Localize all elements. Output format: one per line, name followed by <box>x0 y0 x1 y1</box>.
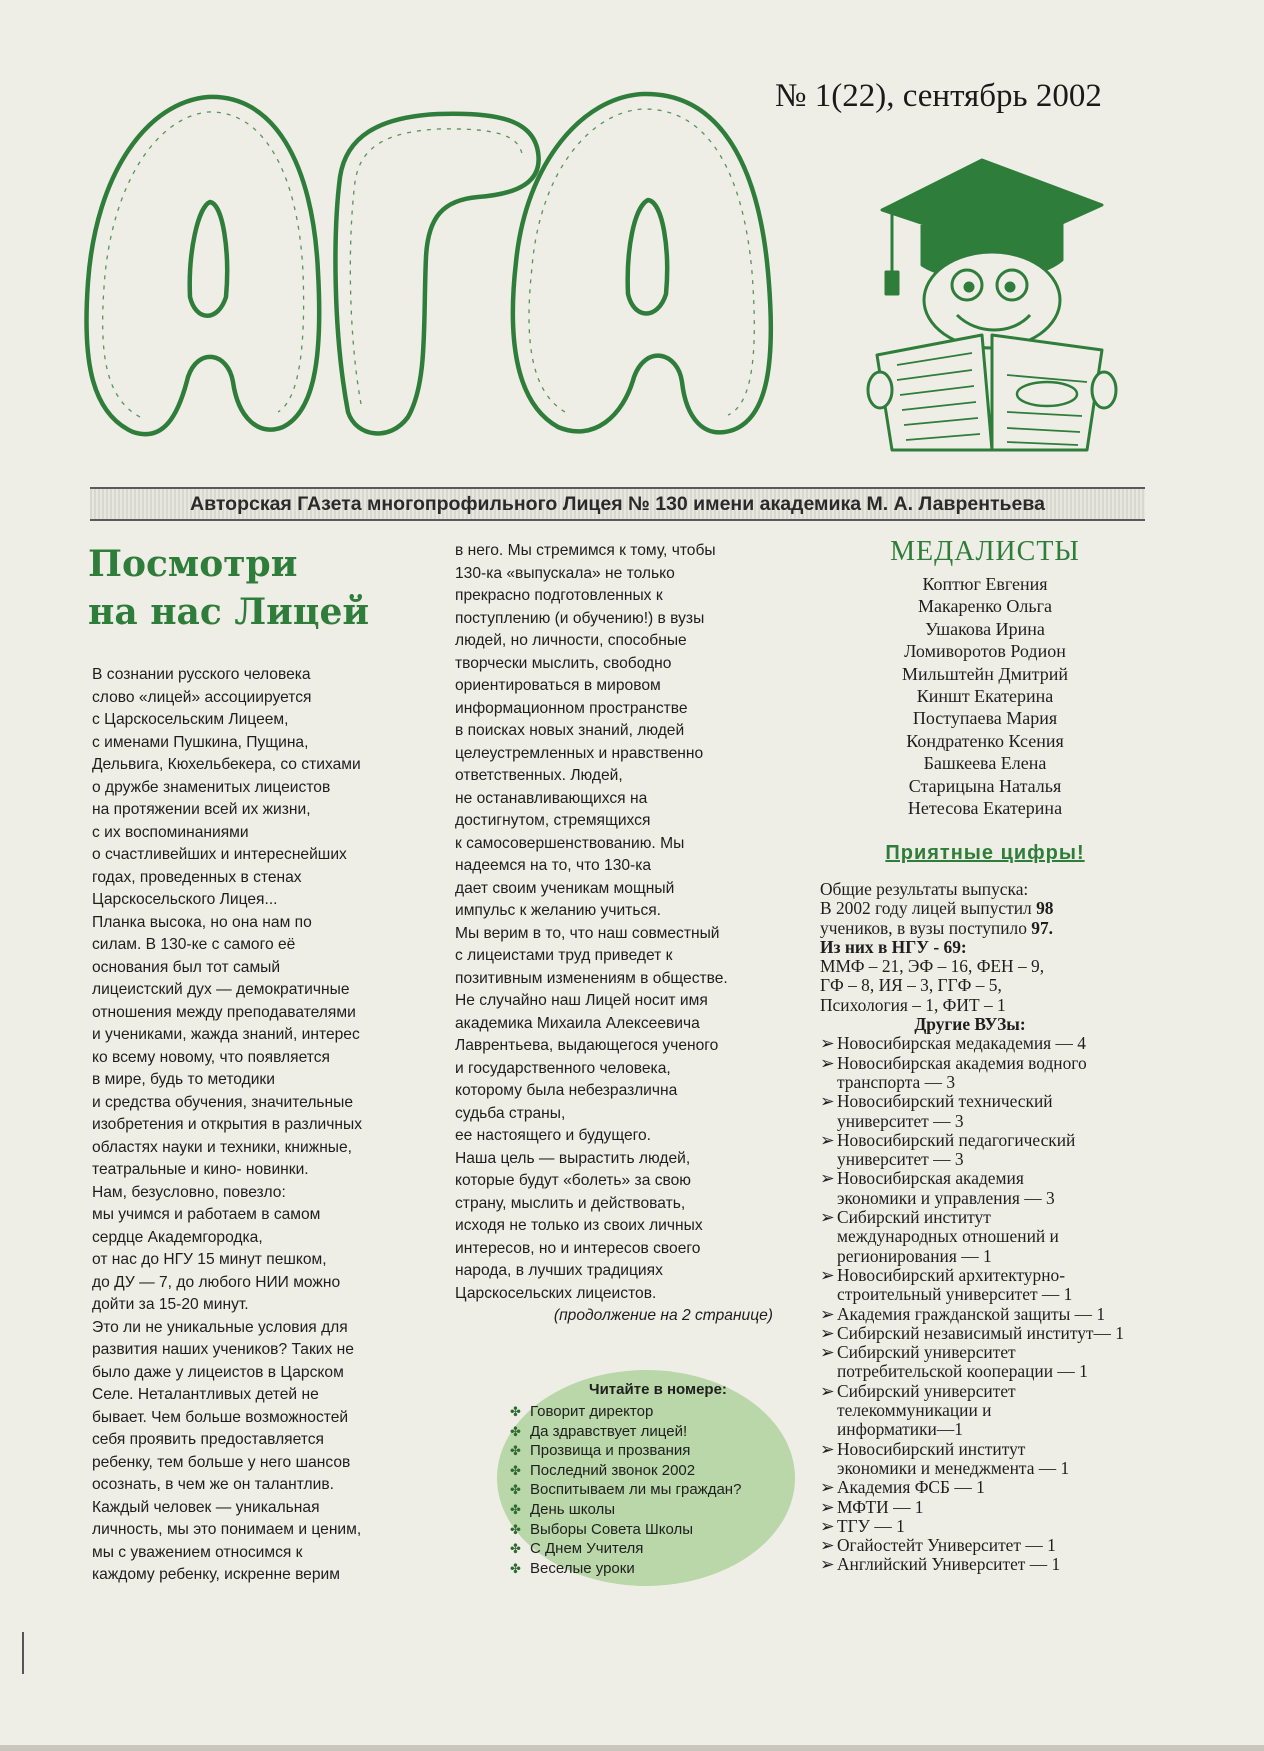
article-line: годах, проведенных в стенах <box>92 868 302 886</box>
article-line: о дружбе знаменитых лицеистов <box>92 778 331 796</box>
article-line: изобретения и открытия в различных <box>92 1116 363 1133</box>
university-item <box>820 1517 1160 1536</box>
scan-mark <box>22 1632 24 1674</box>
university-name: Сибирский университет <box>837 1342 1016 1363</box>
article-line: творчески мыслить, свободно <box>455 654 672 672</box>
university-item <box>820 1478 1160 1497</box>
university-name-cont: транспорта — 3 <box>837 1071 956 1092</box>
university-name-cont: регионирования — 1 <box>837 1245 992 1266</box>
article-line: каждому ребенку, искренне верим <box>92 1566 340 1583</box>
university-name-cont: университет — 3 <box>837 1110 964 1131</box>
article-line: до ДУ — 7, до любого НИИ можно <box>92 1273 341 1291</box>
university-item <box>820 1382 1160 1401</box>
university-name-cont: университет — 3 <box>837 1149 964 1170</box>
arrow-icon: ➢ <box>820 1438 835 1459</box>
article-line: В сознании русского человека <box>92 666 311 683</box>
medalist-name: Киншт Екатерина <box>916 686 1054 707</box>
article-line: развития наших учеников? Таких не <box>92 1341 354 1358</box>
arrow-icon: ➢ <box>820 1303 835 1324</box>
article-line: Царскосельского Лицея... <box>92 891 278 908</box>
university-name-cont: строительный университет — 1 <box>837 1284 1073 1305</box>
article-line: отношения между преподавателями <box>92 1003 356 1021</box>
university-item <box>820 1034 1160 1053</box>
article-line: Каждый человек — уникальная <box>92 1498 320 1516</box>
article-line: с Царскосельским Лицеем, <box>92 711 289 728</box>
article-line: осознать, в чем же он талантлив. <box>92 1476 334 1493</box>
in-issue-item-label: Веселые уроки <box>530 1559 635 1577</box>
article-line: театральные и кино- новинки. <box>92 1161 309 1178</box>
university-name: Новосибирская медакадемия — 4 <box>837 1033 1086 1054</box>
stats-intro-text: В 2002 году лицей выпустил <box>820 898 1037 919</box>
in-issue-item-label: Да здравствует лицей! <box>530 1422 688 1440</box>
article-line: интересов, но и интересов своего <box>455 1239 701 1257</box>
medalist-name: Ушакова Ирина <box>925 618 1045 639</box>
article-line: мы учимся и работаем в самом <box>92 1206 321 1223</box>
article-line: в поисках новых знаний, людей <box>455 722 685 739</box>
in-issue-item-label: Говорит директор <box>530 1403 654 1420</box>
university-name: Новосибирская академия водного <box>837 1052 1087 1073</box>
medalist-name: Ломиворотов Родион <box>904 641 1066 662</box>
article-line: людей, но личности, способные <box>455 632 687 649</box>
arrow-icon: ➢ <box>820 1052 835 1073</box>
university-item <box>820 1266 1160 1285</box>
article-line: прекрасно подготовленных к <box>455 587 663 604</box>
medalists-title: МЕДАЛИСТЫ <box>890 536 1080 567</box>
university-name: Сибирский независимый институт— 1 <box>837 1322 1124 1343</box>
article-line: дает своим ученикам мощный <box>455 879 675 897</box>
article-line: народа, в лучших традициях <box>455 1262 663 1279</box>
article-line: себя проявить предоставляется <box>92 1431 324 1448</box>
article-line: которому была небезразлична <box>455 1082 678 1099</box>
in-issue-item <box>510 1461 800 1481</box>
article-line: достигнутом, стремящихся <box>455 812 651 829</box>
article-line: 130-ка «выпускала» не только <box>455 564 675 582</box>
university-item <box>820 1536 1160 1555</box>
article-line: надеемся на то, что 130-ка <box>455 857 652 874</box>
article-line: Нам, безусловно, повезло: <box>92 1183 286 1201</box>
article-line: с их воспоминаниями <box>92 823 249 841</box>
article-line: и средства обучения, значительные <box>92 1093 354 1111</box>
article-line: которые будут «болеть» за свою <box>455 1172 691 1189</box>
university-name: Новосибирский педагогический <box>837 1129 1076 1150</box>
medalist-name: Кондратенко Ксения <box>906 730 1064 751</box>
arrow-icon: ➢ <box>820 1264 835 1285</box>
university-item <box>820 1555 1160 1574</box>
university-name: Новосибирская академия <box>837 1168 1024 1189</box>
article-line: Царскосельских лицеистов. <box>455 1284 657 1302</box>
article-line: областях науки и техники, книжные, <box>92 1138 353 1156</box>
article-headline <box>88 540 428 636</box>
university-item <box>820 1343 1160 1362</box>
in-issue-title: Читайте в номере: <box>589 1381 727 1398</box>
continued-note: (продолжение на 2 странице) <box>553 1307 773 1324</box>
ngu-title: Из них в НГУ - 69: <box>820 936 967 957</box>
university-name: Новосибирский институт <box>837 1438 1026 1459</box>
medalist-name: Мильштейн Дмитрий <box>902 663 1068 684</box>
issue-number: № 1(22), сентябрь 2002 <box>775 78 1102 114</box>
article-column-2 <box>455 540 785 1328</box>
subtitle-text: Авторская ГАзета многопрофильного Лицея № 130 имени академика М. А. Лаврентьева <box>190 492 1045 515</box>
article-line: Наша цель — вырастить людей, <box>455 1149 691 1167</box>
bullet-icon: ✤ <box>510 1423 521 1439</box>
arrow-icon: ➢ <box>820 1091 835 1112</box>
in-issue-item <box>510 1539 800 1559</box>
ngu-line: ММФ – 21, ЭФ – 16, ФЕН – 9, <box>820 956 1045 977</box>
article-line: на протяжении всей их жизни, <box>92 801 311 818</box>
stats-intro-text: Общие результаты выпуска: <box>820 879 1029 899</box>
arrow-icon: ➢ <box>820 1342 835 1363</box>
university-name: Сибирский университет <box>837 1380 1016 1401</box>
university-item <box>820 1054 1160 1073</box>
arrow-icon: ➢ <box>820 1168 835 1189</box>
bullet-icon: ✤ <box>510 1443 521 1459</box>
arrow-icon: ➢ <box>820 1535 835 1556</box>
article-line: основания был тот самый <box>92 958 281 976</box>
medalist-name: Макаренко Ольга <box>918 596 1052 617</box>
arrow-icon: ➢ <box>820 1207 835 1228</box>
stats-intro-line <box>820 880 1160 899</box>
stats-title: Приятные цифры! <box>885 842 1085 864</box>
in-issue-item <box>510 1441 800 1461</box>
medalist-name: Башкеева Елена <box>923 753 1047 774</box>
bullet-icon: ✤ <box>510 1482 521 1498</box>
article-line: и государственного человека, <box>455 1059 671 1077</box>
article-line: с лицеистами труд приведет к <box>455 947 673 964</box>
article-line: Лаврентьева, выдающегося ученого <box>455 1037 719 1054</box>
university-name: ТГУ — 1 <box>837 1515 905 1536</box>
article-line: Селе. Неталантливых детей не <box>92 1386 319 1403</box>
university-name: Академия ФСБ — 1 <box>837 1477 985 1498</box>
article-line: ориентироваться в мировом <box>455 677 661 694</box>
article-line: ребенку, тем больше у него шансов <box>92 1453 351 1471</box>
article-line: позитивным изменениям в обществе. <box>455 969 728 987</box>
medalist-name: Поступаева Мария <box>912 708 1058 729</box>
university-item <box>820 1208 1160 1227</box>
article-line: исходя не только из своих личных <box>455 1217 703 1234</box>
university-name-cont: экономики и управления — 3 <box>837 1187 1055 1208</box>
article-line: Мы верим в то, что наш совместный <box>455 924 720 942</box>
article-line: импульс к желанию учиться. <box>455 902 662 919</box>
bullet-icon: ✤ <box>510 1560 521 1576</box>
university-name-cont: экономики и менеджмента — 1 <box>837 1457 1070 1478</box>
university-name: Сибирский институт <box>837 1207 991 1228</box>
article-line: личность, мы это понимаем и ценим, <box>92 1521 362 1538</box>
in-issue-item-label: Выборы Совета Школы <box>530 1520 694 1538</box>
stats-number: 97. <box>1031 917 1054 938</box>
university-item <box>820 1305 1160 1324</box>
arrow-icon: ➢ <box>820 1496 835 1517</box>
in-issue-item <box>510 1422 800 1442</box>
university-name: Академия гражданской защиты — 1 <box>837 1303 1106 1324</box>
article-line: академика Михаила Алексеевича <box>455 1014 700 1032</box>
aga-logo <box>78 82 868 482</box>
in-issue-item-label: С Днем Учителя <box>530 1540 644 1558</box>
in-issue-item <box>510 1520 800 1540</box>
article-line: Дельвига, Кюхельбекера, со стихами <box>92 756 361 773</box>
university-item <box>820 1092 1160 1111</box>
article-line: в мире, будь то методики <box>92 1071 275 1088</box>
medalist-name: Нетесова Екатерина <box>907 798 1063 819</box>
in-issue-item-label: Прозвища и прозвания <box>530 1442 691 1460</box>
medalist-name: Старицына Наталья <box>908 775 1062 796</box>
arrow-icon: ➢ <box>820 1554 835 1575</box>
article-line: лицеистский дух — демократичные <box>92 981 350 998</box>
article-line: судьба страны, <box>455 1104 566 1122</box>
ngu-line: Психология – 1, ФИТ – 1 <box>820 994 1006 1015</box>
university-name: Новосибирский архитектурно- <box>837 1264 1065 1285</box>
article-line: Не случайно наш Лицей носит имя <box>455 992 708 1009</box>
article-line: с именами Пушкина, Пущина, <box>92 733 309 751</box>
arrow-icon: ➢ <box>820 1477 835 1498</box>
university-item <box>820 1169 1160 1188</box>
paper-edge <box>0 1745 1264 1751</box>
stats-intro-line <box>820 899 1160 918</box>
university-name: Английский Университет — 1 <box>837 1554 1061 1575</box>
article-line: информационном пространстве <box>455 699 688 717</box>
article-line: слово «лицей» ассоциируется <box>92 688 312 706</box>
arrow-icon: ➢ <box>820 1129 835 1150</box>
article-line: в него. Мы стремимся к тому, чтобы <box>455 542 716 559</box>
university-name-cont: потребительской кооперации — 1 <box>837 1361 1088 1382</box>
headline-line: на нас Лицей <box>88 591 370 633</box>
article-line: целеустремленных и нравственно <box>455 744 704 762</box>
in-issue-item <box>510 1559 800 1579</box>
stats-intro-line <box>820 919 1160 938</box>
university-item <box>820 1324 1160 1343</box>
in-issue-item <box>510 1480 800 1500</box>
other-title: Другие ВУЗы: <box>914 1014 1026 1035</box>
article-line: Планка высока, но она нам по <box>92 913 312 931</box>
article-line: бывает. Чем больше возможностей <box>92 1408 349 1426</box>
article-line: ее настоящего и будущего. <box>455 1127 652 1144</box>
university-name-cont: международных отношений и <box>837 1226 1059 1247</box>
article-line: и учениками, жажда знаний, интерес <box>92 1026 360 1043</box>
arrow-icon: ➢ <box>820 1515 835 1536</box>
article-line: к самосовершенствованию. Мы <box>455 834 685 852</box>
article-line: дойти за 15-20 минут. <box>92 1296 249 1313</box>
article-line: ответственных. Людей, <box>455 767 623 784</box>
university-name: МФТИ — 1 <box>837 1496 924 1517</box>
arrow-icon: ➢ <box>820 1322 835 1343</box>
article-line: мы с уважением относимся к <box>92 1543 303 1561</box>
arrow-icon: ➢ <box>820 1033 835 1054</box>
headline-line: Посмотри <box>88 543 298 585</box>
article-line: не останавливающихся на <box>455 789 648 807</box>
stats-intro-text: учеников, в вузы поступило <box>820 917 1032 938</box>
bullet-icon: ✤ <box>510 1501 521 1517</box>
university-name-cont: телекоммуникации и <box>837 1400 992 1421</box>
university-name: Огайостейт Университет — 1 <box>837 1535 1056 1556</box>
arrow-icon: ➢ <box>820 1380 835 1401</box>
stats-block <box>820 880 1160 1575</box>
article-line: поступлению (и обучению!) в вузы <box>455 609 705 627</box>
university-item <box>820 1498 1160 1517</box>
article-line: страну, мыслить и действовать, <box>455 1194 686 1212</box>
article-line: о счастливейших и интереснейших <box>92 846 347 863</box>
in-issue-item-label: Последний звонок 2002 <box>530 1461 696 1479</box>
university-item <box>820 1440 1160 1459</box>
bullet-icon: ✤ <box>510 1521 521 1537</box>
university-name-cont: информатики—1 <box>837 1419 963 1440</box>
article-line: сердце Академгородка, <box>92 1228 263 1246</box>
article-line: силам. В 130-ке с самого её <box>92 936 296 953</box>
article-line: было даже у лицеистов в Царском <box>92 1363 344 1381</box>
article-line: от нас до НГУ 15 минут пешком, <box>92 1251 327 1268</box>
medalist-name: Коптюг Евгения <box>922 574 1048 594</box>
mascot-reading-newspaper <box>862 150 1122 470</box>
bullet-icon: ✤ <box>510 1541 521 1557</box>
article-column-1 <box>92 664 432 1587</box>
bullet-icon: ✤ <box>510 1462 521 1478</box>
article-line: Это ли не уникальные условия для <box>92 1318 348 1336</box>
university-item <box>820 1131 1160 1150</box>
in-issue-list <box>510 1402 800 1578</box>
in-issue-item-label: День школы <box>530 1500 616 1518</box>
university-name: Новосибирский технический <box>837 1091 1053 1112</box>
ngu-line: ГФ – 8, ИЯ – 3, ГГФ – 5, <box>820 975 1002 996</box>
article-line: ко всему новому, что появляется <box>92 1048 330 1066</box>
bullet-icon: ✤ <box>510 1404 521 1419</box>
masthead-subtitle <box>90 487 1145 521</box>
medalists-list <box>860 573 1110 819</box>
stats-number: 98 <box>1036 898 1054 919</box>
in-issue-item-label: Воспитываем ли мы граждан? <box>530 1481 742 1499</box>
in-issue-item <box>510 1402 800 1422</box>
in-issue-item <box>510 1500 800 1520</box>
